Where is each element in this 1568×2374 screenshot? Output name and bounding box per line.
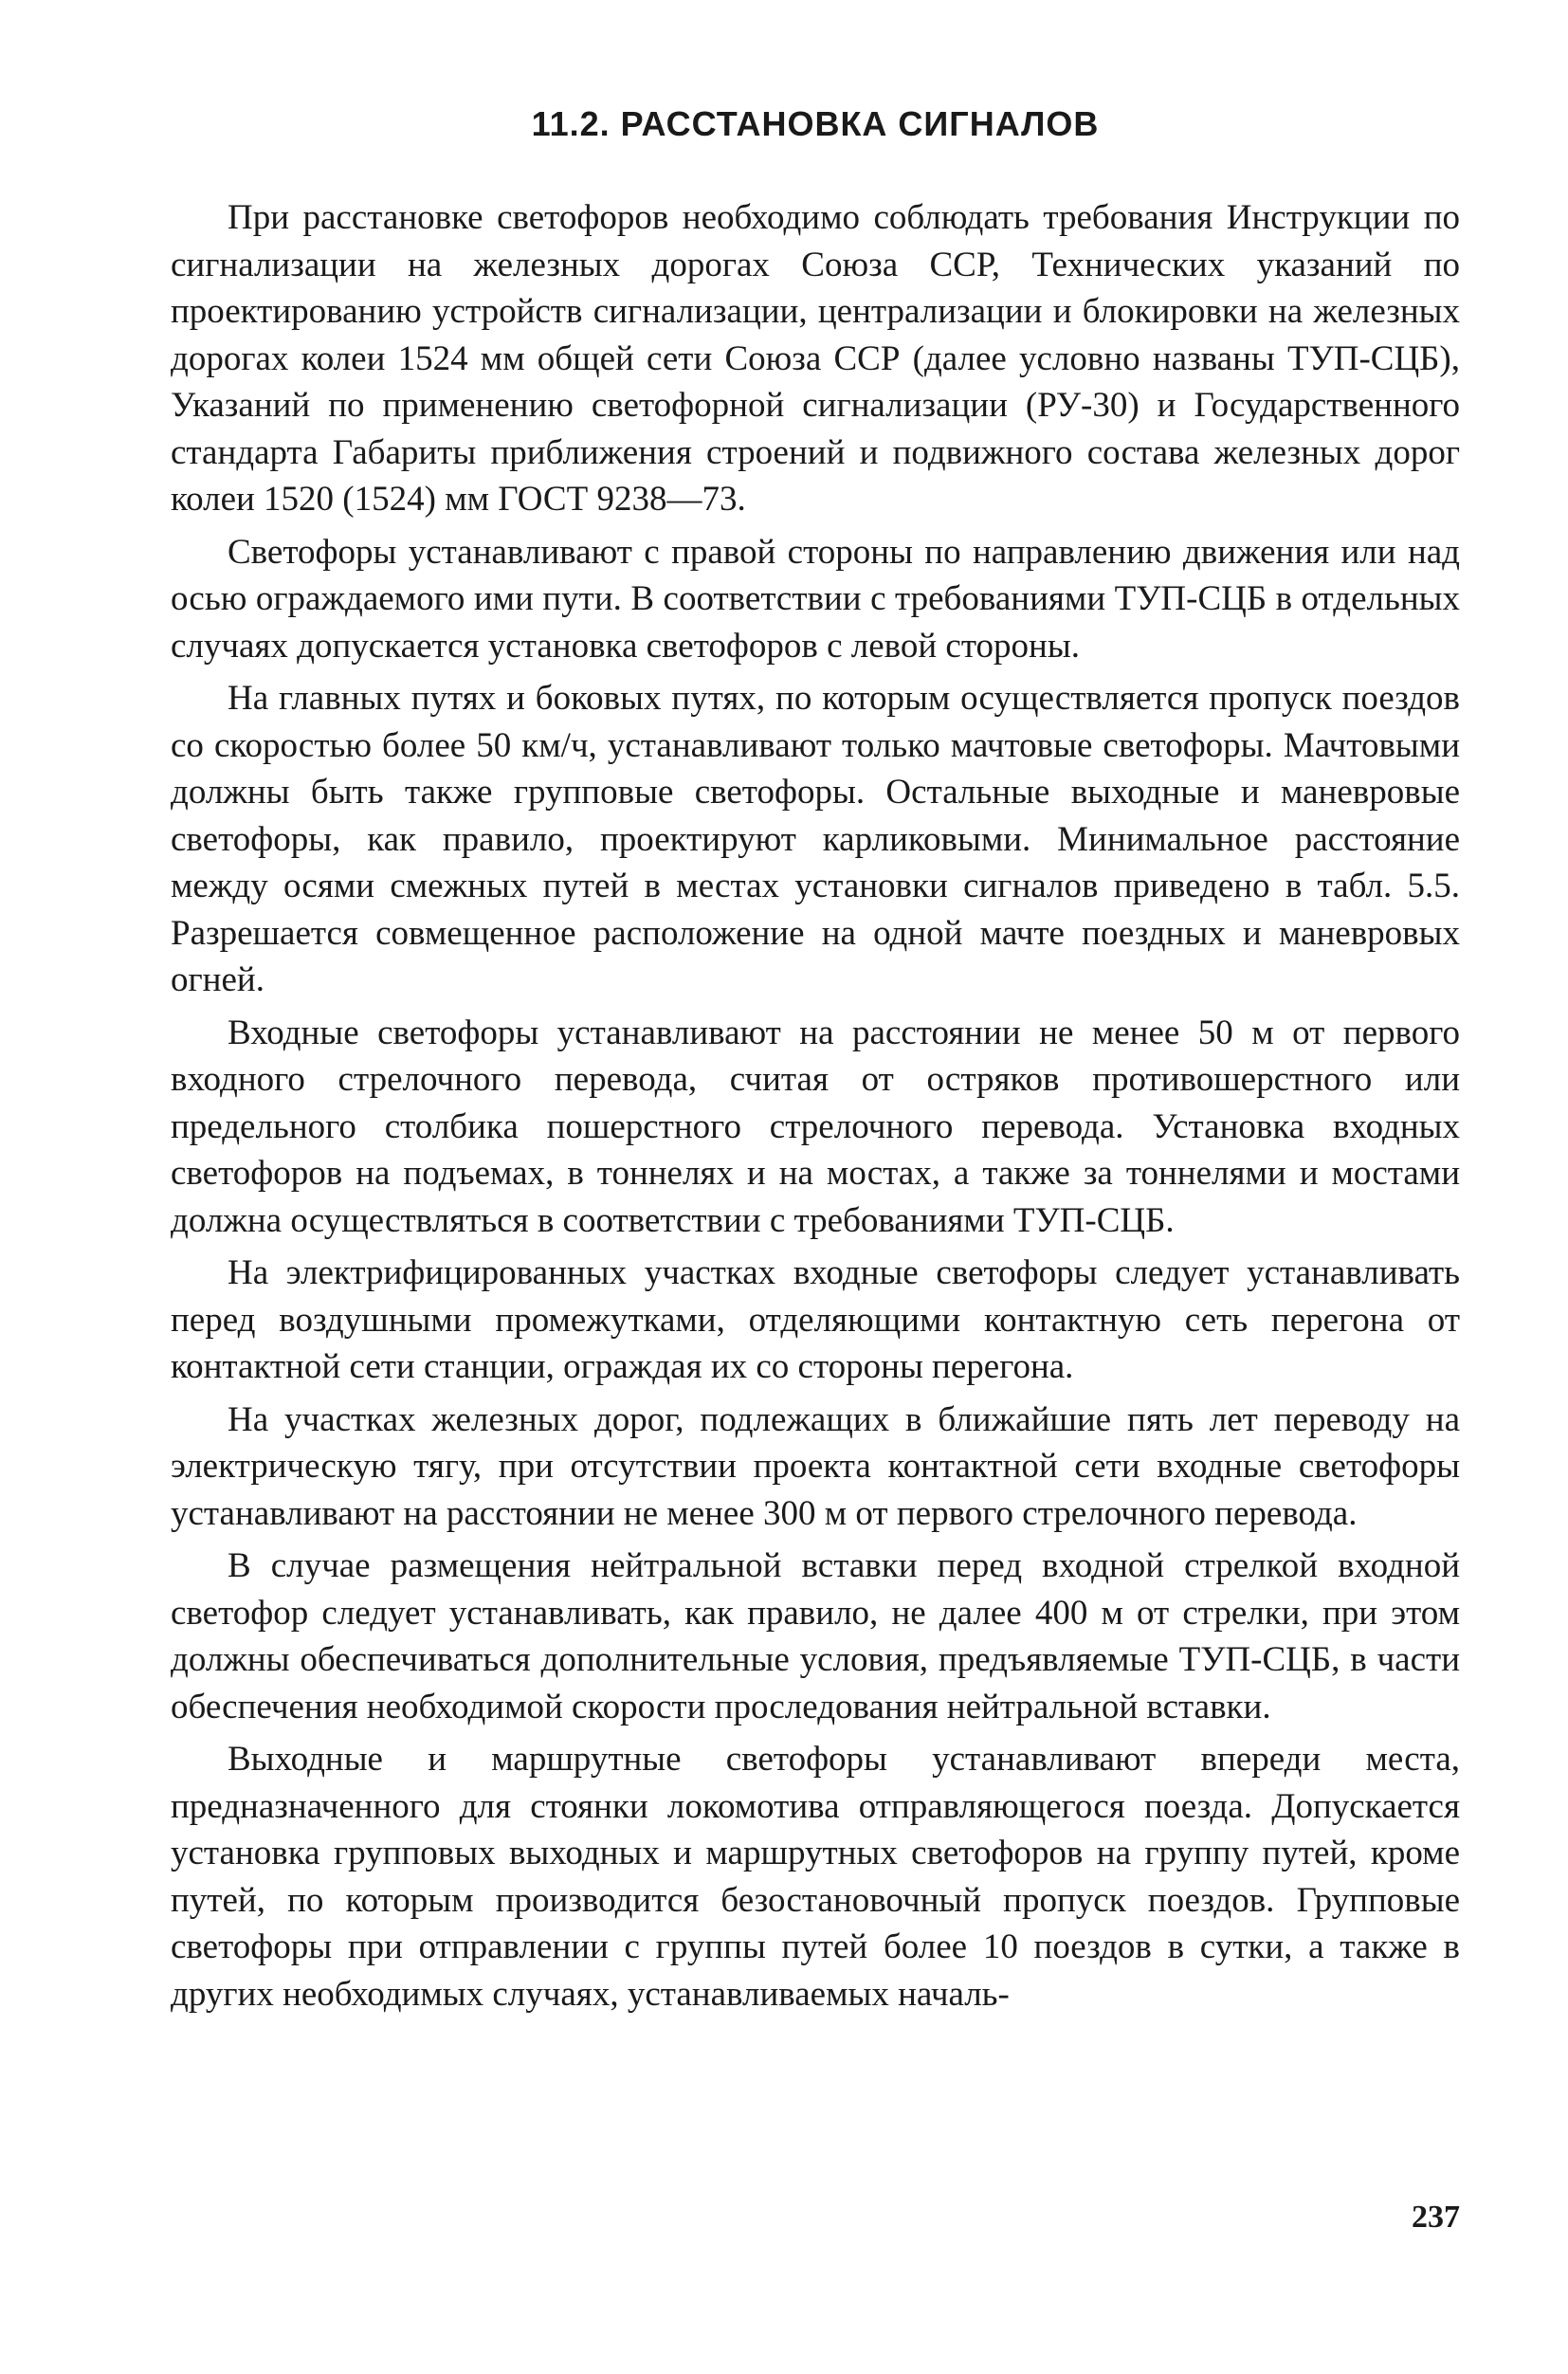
paragraph-3: На главных путях и боковых путях, по которым осуществляется пропуск поездов со скоростью более 50 км/ч, устанавливают только мачтовые светофоры. Мачтовыми должны быть также групповые светофоры. Остальные выходные и маневровые светофоры, как правило, проектируют карликовыми. Минимальное расстояние между осями смежных путей в местах установки сигналов приведено в табл. 5.5. Разрешается совмещенное расположение на одной мачте поездных и маневровых огней. [171,679,1460,999]
paragraph-1: При расстановке светофоров необходимо соблюдать требования Инструкции по сигнализации на железных дорогах Союза ССР, Технических указаний по проектированию устройств сигнализации, централизации и блокировки на железных дорогах колеи 1524 мм общей сети Союза ССР (далее условно названы ТУП-СЦБ), Указаний по применению светофорной сигнализации (РУ-30) и Государственного стандарта Габариты приближения строений и подвижного состава железных дорог колеи 1520 (1524) мм ГОСТ 9238—73. [171,198,1460,519]
body-text [171,194,1460,2018]
paragraph-4: Входные светофоры устанавливают на расстоянии не менее 50 м от первого входного стрелочного перевода, считая от остряков противошерстного или предельного столбика пошерстного стрелочного перевода. Установка входных светофоров на подъемах, в тоннелях и на мостах, а также за тоннелями и мостами должна осуществляться в соответствии с требованиями ТУП-СЦБ. [171,1013,1460,1240]
paragraph-5: На электрифицированных участках входные светофоры следует устанавливать перед воздушными промежутками, отделяющими контактную сеть перегона от контактной сети станции, ограждая их со стороны перегона. [171,1253,1460,1386]
section-heading: 11.2. РАССТАНОВКА СИГНАЛОВ [531,104,1100,143]
paragraph-8: Выходные и маршрутные светофоры устанавливают впереди места, предназначенного для стоянки локомотива отправляющегося поезда. Допускается установка групповых выходных и маршрутных светофоров на группу путей, кроме путей, по которым производится безостановочный пропуск поездов. Групповые светофоры при отправлении с группы путей более 10 поездов в сутки, а также в других необходимых случаях, устанавливаемых началь- [171,1740,1460,2014]
page-number: 237 [1412,2200,1460,2235]
paragraph-2: Светофоры устанавливают с правой стороны по направлению движения или над осью ограждаемого ими пути. В соответствии с требованиями ТУП-СЦБ в отдельных случаях допускается установка светофоров с левой стороны. [171,532,1460,666]
paragraph-7: В случае размещения нейтральной вставки перед входной стрелкой входной светофор следует устанавливать, как правило, не далее 400 м от стрелки, при этом должны обеспечиваться дополнительные условия, предъявляемые ТУП-СЦБ, в части обеспечения необходимой скорости проследования нейтральной вставки. [171,1546,1460,1726]
paragraph-6: На участках железных дорог, подлежащих в ближайшие пять лет переводу на электрическую тягу, при отсутствии проекта контактной сети входные светофоры устанавливают на расстоянии не менее 300 м от первого стрелочного перевода. [171,1399,1460,1533]
